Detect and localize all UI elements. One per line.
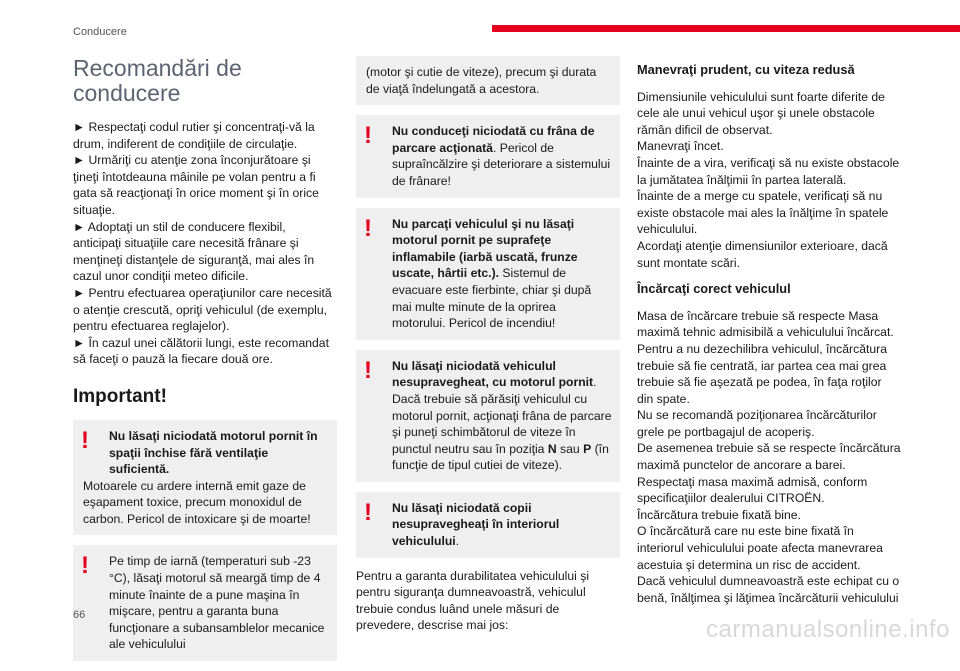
section-title: Conducere <box>73 26 127 38</box>
warning-bold: Nu conduceţi niciodată cu frâna de parcare acţionată <box>392 124 595 155</box>
warning-box-children <box>356 492 620 558</box>
warning-text: sau <box>556 441 584 456</box>
bullet-1: ► Respectaţi codul rutier şi concentraţi-vă la drum, indiferent de condiţiile de circulaţie. <box>73 120 315 151</box>
warning-box-winter-cont <box>356 56 620 105</box>
gear-p: P <box>583 441 592 456</box>
page-number: 66 <box>73 609 86 621</box>
warning-box-flammable <box>356 208 620 340</box>
warning-text: . Dacă trebuie să părăsiţi vehiculul cu motorul pornit, acţionaţi frâna de parcare şi puneţi schimbătorul de viteze în punctul neutru sau în poziţia <box>392 375 612 456</box>
column-1 <box>73 56 337 671</box>
bullet-4: ► Pentru efectuarea operaţiunilor care necesită o atenţie crescută, opriţi vehiculul (de exemplu, pentru efectuarea reglajelor). <box>73 285 332 334</box>
warning-box-ventilation <box>73 420 337 536</box>
important-heading: Important! <box>73 385 167 407</box>
warning-text: . <box>455 534 460 549</box>
warning-icon: ! <box>81 426 89 454</box>
warning-bold: Nu lăsaţi niciodată motorul pornit în spaţii închise fără ventilaţie suficientă. <box>109 428 318 477</box>
subheading-loading: Încărcaţi corect vehiculul <box>637 281 791 297</box>
warning-text: . Pericol de supraîncălzire şi deteriorare a sistemului de frânare! <box>392 140 611 188</box>
warning-text: Pe timp de iarnă (temperaturi sub -23 °C), lăsaţi motorul să meargă timp de 4 minute înainte de a pune maşina în mişcare, pentru a garanta buna funcţionare a subansamblelor mecanice ale vehiculului <box>109 554 325 652</box>
gear-n: N <box>547 441 557 456</box>
warning-bold: Nu lăsaţi niciodată copii nesupravegheaţi în interiorul vehiculului <box>392 500 560 549</box>
warning-bold: Nu lăsaţi niciodată vehiculul nesupravegheat, cu motorul pornit <box>392 358 594 390</box>
column-2 <box>356 56 620 634</box>
warning-text: Motoarele cu ardere internă emit gaze de eşapament toxice, precum monoxidul de carbon. Pericol de intoxicare şi de moarte! <box>83 478 311 526</box>
warning-icon: ! <box>364 356 372 384</box>
warning-bold: Nu parcaţi vehiculul şi nu lăsaţi motorul pornit pe suprafeţe inflamabile (iarbă uscată, frunze uscate, hârtii etc.). <box>392 216 578 281</box>
paragraph: Pentru a garanta durabilitatea vehiculului şi pentru siguranţa dumneavoastră, vehiculul trebuie condus luând unele măsuri de prevedere, descrise mai jos: <box>356 568 590 633</box>
subheading-maneuver: Manevraţi prudent, cu viteza redusă <box>637 62 855 77</box>
warning-icon: ! <box>364 498 372 526</box>
warning-box-parking-brake <box>356 115 620 197</box>
warning-text: (motor şi cutie de viteze), precum şi durata de viaţă îndelungată a acestora. <box>366 65 597 96</box>
page-title: Recomandări de conducere <box>73 55 242 106</box>
warning-box-winter <box>73 545 337 661</box>
bullet-2: ► Urmăriţi cu atenţie zona înconjurătoare şi ţineţi întotdeauna mâinile pe volan pentru a fi gata să reacţionaţi în orice moment şi în orice situaţie. <box>73 153 319 217</box>
watermark: carmanualsonline.info <box>706 616 950 643</box>
warning-icon: ! <box>81 552 89 580</box>
column-3 <box>637 56 901 606</box>
maneuver-text: Dimensiunile vehiculului sunt foarte diferite de cele ale unui vehicul uşor şi unele obstacole rămân dificil de observat. Manevraţi încet. Înainte de a vira, verificaţi să nu existe obstacole la jumătatea înălţimii în partea laterală. Înainte de a merge cu spatele, verificaţi să nu existe obstacole mai ales la înălţime în spatele vehiculului. Acordaţi atenţie dimensiunilor exterioare, dacă sunt montate scări. <box>637 89 900 270</box>
loading-text: Masa de încărcare trebuie să respecte Masa maximă tehnic admisibilă a vehiculului încărcat. Pentru a nu dezechilibra vehiculul, încărcătura trebuie să fie centrată, iar partea cea mai grea trebuie să fie aşezată pe podea, în faţa roţilor din spate. Nu se recomandă poziţionarea încărcăturilor grele pe portbagajul de acoperiş. De asemenea trebuie să se respecte încărcătura maximă punctelor de ancorare a barei. Respectaţi masa maximă admisă, conform specificaţiilor dealerului CITROËN. Încărcătura trebuie fixată bine. O încărcătură care nu este bine fixată în interiorul vehiculului poate afecta manevrarea acestuia şi determina un risc de accident. Dacă vehiculul dumneavoastră este echipat cu o benă, înălţimea şi lăţimea încărcăturii vehiculului <box>637 308 901 605</box>
warning-text: (în funcţie de tipul cutiei de viteze). <box>392 441 609 473</box>
bullet-5: ► În cazul unei călătorii lungi, este recomandat să faceţi o pauză la fiecare două ore. <box>73 335 329 367</box>
warning-text: Sistemul de evacuare este fierbinte, chiar şi după mai multe minute de la oprirea motorului. Pericol de incendiu! <box>392 266 592 331</box>
bullet-3: ► Adoptaţi un stil de conducere flexibil, anticipaţi situaţiile care necesită frânare şi menţineţi distanţele de siguranţă, mai ales în cazul unor condiţii meteo dificile. <box>73 219 315 284</box>
header-accent-bar <box>492 25 960 32</box>
warning-icon: ! <box>364 214 372 242</box>
warning-box-unattended <box>356 350 620 482</box>
warning-icon: ! <box>364 122 372 150</box>
